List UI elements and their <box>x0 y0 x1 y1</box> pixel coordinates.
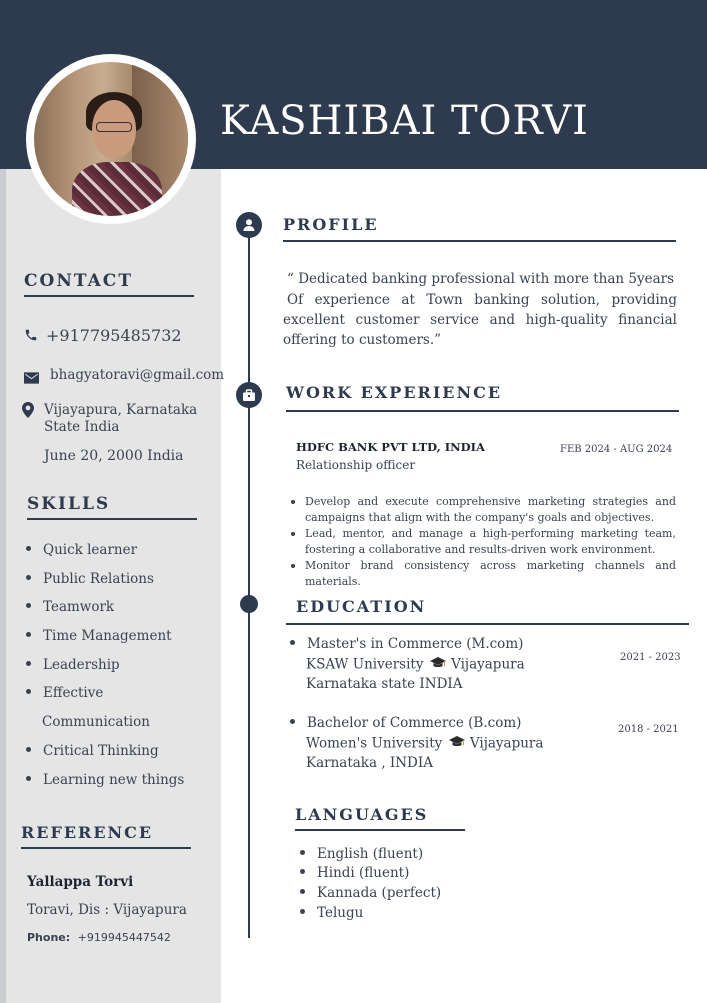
contact-rule <box>24 295 194 297</box>
profile-photo <box>34 62 188 216</box>
reference-phone-number[interactable]: +919945447542 <box>77 931 171 944</box>
reference-title: REFERENCE <box>21 823 154 842</box>
date-of-birth: June 20, 2000 India <box>44 448 184 464</box>
profile-rule <box>283 240 676 242</box>
work-role: Relationship officer <box>296 458 416 472</box>
list-item: Time Management <box>26 628 172 644</box>
timeline-dot <box>240 595 258 613</box>
list-item: Leadership <box>26 657 120 673</box>
reference-name: Yallappa Torvi <box>27 874 134 890</box>
languages-title: LANGUAGES <box>295 805 429 824</box>
reference-phone <box>27 931 171 944</box>
list-item: Learning new things <box>26 772 184 788</box>
list-item: Develop and execute comprehensive marketing strategies and campaigns that align with the company's goals and objectives. <box>289 494 676 526</box>
email-address[interactable]: bhagyatoravi@gmail.com <box>50 367 225 383</box>
work-dates: FEB 2024 - AUG 2024 <box>560 444 673 455</box>
list-item: Effective <box>26 685 103 701</box>
education-university-2: Women's University Vijayapura <box>306 735 544 752</box>
education-years-1: 2021 - 2023 <box>620 652 681 663</box>
list-item: Lead, mentor, and manage a high-performing marketing team, fostering a collaborative and results-driven work environment. <box>289 526 676 558</box>
languages-rule <box>295 829 465 831</box>
candidate-name: KASHIBAI TORVI <box>220 98 589 144</box>
reference-address: Toravi, Dis : Vijayapura <box>27 902 187 918</box>
contact-title: CONTACT <box>24 271 133 291</box>
reference-rule <box>21 847 191 849</box>
education-region-1: Karnataka state INDIA <box>306 676 463 692</box>
education-region-2: Karnataka , INDIA <box>306 755 433 771</box>
person-icon <box>236 212 262 238</box>
education-years-2: 2018 - 2021 <box>618 724 679 735</box>
location-pin-icon <box>22 402 34 422</box>
list-item: Teamwork <box>26 599 114 615</box>
profile-line-1: “ Dedicated banking professional with more than 5years <box>287 271 675 287</box>
phone-icon <box>24 327 38 346</box>
education-university-1: KSAW University Vijayapura <box>306 656 525 673</box>
work-company: HDFC BANK PVT LTD, INDIA <box>296 440 485 454</box>
education-rule <box>286 623 689 625</box>
mail-icon <box>24 369 39 388</box>
list-item: Public Relations <box>26 571 154 587</box>
education-degree-1: Master's in Commerce (M.com) <box>290 636 523 652</box>
reference-phone-label: Phone: <box>27 931 71 944</box>
list-item: Telugu <box>300 905 363 921</box>
work-rule <box>286 410 679 412</box>
phone-number[interactable]: +917795485732 <box>46 326 182 345</box>
skills-title: SKILLS <box>27 494 111 514</box>
timeline-line <box>248 226 250 938</box>
list-item: Critical Thinking <box>26 743 159 759</box>
graduation-cap-icon <box>449 735 465 753</box>
location-line-1: Vijayapura, Karnataka <box>44 402 198 418</box>
list-item: Kannada (perfect) <box>300 885 441 901</box>
skills-rule <box>27 518 197 520</box>
briefcase-icon <box>236 382 262 408</box>
profile-title: PROFILE <box>283 215 379 234</box>
education-degree-2: Bachelor of Commerce (B.com) <box>290 715 521 731</box>
list-item: English (fluent) <box>300 846 423 862</box>
sidebar-stripe <box>0 169 6 1003</box>
profile-summary: Of experience at Town banking solution, providing excellent customer service and high-quality financial offering to customers.” <box>283 292 677 348</box>
list-item-continuation: Communication <box>42 714 150 730</box>
location-line-2: State India <box>44 419 120 435</box>
graduation-cap-icon <box>430 656 446 674</box>
education-title: EDUCATION <box>296 597 427 616</box>
list-item: Monitor brand consistency across marketing channels and materials. <box>289 558 676 590</box>
list-item: Quick learner <box>26 542 137 558</box>
work-title: WORK EXPERIENCE <box>286 383 503 402</box>
list-item: Hindi (fluent) <box>300 865 409 881</box>
work-bullets <box>289 494 676 590</box>
